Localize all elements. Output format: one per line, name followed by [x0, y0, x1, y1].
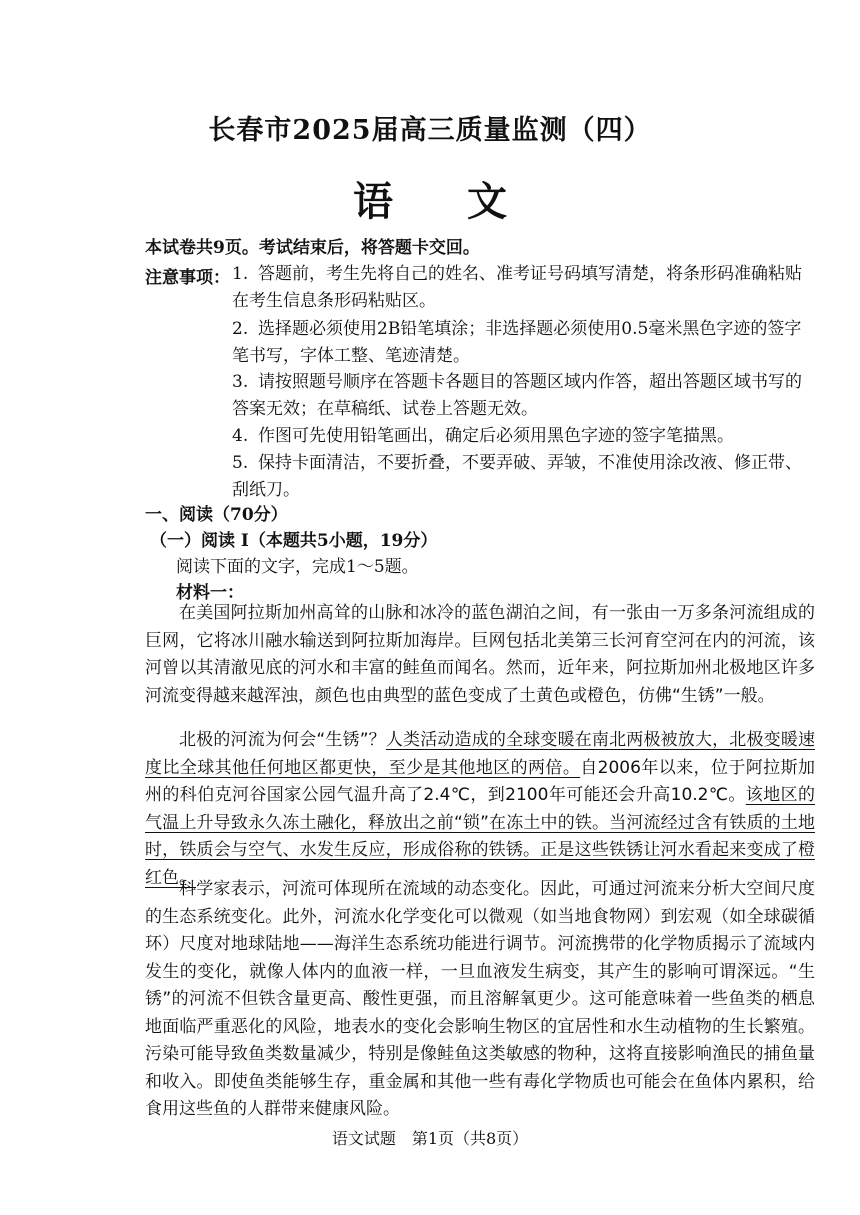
notice-number: 5.: [232, 453, 249, 473]
page-footer: 语文试题 第1页（共8页）: [331, 1129, 529, 1148]
subject-title: 语 文: [353, 178, 537, 225]
notice-text: 请按照题号顺序在答题卡各题目的答题区域内作答，超出答题区域书写的答案无效；在草稿纸、试卷上答题无效。: [232, 372, 802, 419]
notice-item-5: [232, 450, 812, 504]
material-label: 材料一：: [176, 583, 244, 603]
sub-section-heading: （一）阅读 I（本题共5小题，19分）: [150, 531, 438, 551]
paragraph-2: [145, 727, 815, 892]
notice-text: 作图可先使用铅笔画出，确定后必须用黑色字迹的签字笔描黑。: [258, 426, 734, 446]
paragraph-2-question: 北极的河流为何会“生锈”？: [179, 730, 386, 750]
paragraph-1: 在美国阿拉斯加州高耸的山脉和冰冷的蓝色湖泊之间，有一张由一万多条河流组成的巨网，它将冰川融水输送到阿拉斯加海岸。巨网包括北美第三长河育空河在内的河流，该河曾以其清澈见底的河水和丰富的鲑鱼而闻名。然而，近年来，阿拉斯加州北极地区许多河流变得越来越浑浊，颜色也由典型的蓝色变成了土黄色或橙色，仿佛“生锈”一般。: [145, 603, 815, 706]
instruction-text: 阅读下面的文字，完成1～5题。: [176, 557, 419, 577]
notice-text: 选择题必须使用2B铅笔填涂；非选择题必须使用0.5毫米黑色字迹的签字笔书写，字体工整、笔迹清楚。: [232, 319, 802, 366]
notice-item-2: [232, 316, 812, 370]
notice-number: 2.: [232, 319, 249, 339]
notice-number: 1.: [232, 264, 249, 284]
notice-text: 答题前，考生先将自己的姓名、准考证号码填写清楚，将条形码准确粘贴在考生信息条形码粘贴区。: [232, 264, 802, 311]
underlined-sentence: 该地区的气温上升导致永久冻土融化，释放出之前“锁”在冻土中的铁。当河流经过含有铁质的土地时，铁质会与空气、水发生反应，形成俗称的铁锈。正是这些铁锈让河水看起来变成了橙红色。: [145, 785, 816, 888]
notice-label: 注意事项：: [145, 268, 230, 288]
pages-note: 本试卷共9页。考试结束后，将答题卡交回。: [145, 238, 480, 258]
exam-title: 长春市2025届高三质量监测（四）: [208, 115, 652, 146]
notice-number: 4.: [232, 426, 249, 446]
notice-item-4: [232, 423, 812, 450]
paragraph-3: 科学家表示，河流可体现所在流域的动态变化。因此，可通过河流来分析大空间尺度的生态系统变化。此外，河流水化学变化可以微观（如当地食物网）到宏观（如全球碳循环）尺度对地球陆地——海洋生态系统功能进行调节。河流携带的化学物质揭示了流域内发生的变化，就像人体内的血液一样，一旦血液发生病变，其产生的影响可谓深远。“生锈”的河流不但铁含量更高、酸性更强，而且溶解氧更少。这可能意味着一些鱼类的栖息地面临严重恶化的风险，地表水的变化会影响生物区的宜居性和水生动植物的生长繁殖。污染可能导致鱼类数量减少，特别是像鲑鱼这类敏感的物种，这将直接影响渔民的捕鱼量和收入。即使鱼类能够生存，重金属和其他一些有毒化学物质也可能会在鱼体内累积，给食用这些鱼的人群带来健康风险。: [145, 879, 815, 1119]
underlined-sentence: 人类活动造成的全球变暖在南北两极被放大，北极变暖速度比全球其他任何地区都更快，至少是其他地区的两倍。: [145, 730, 815, 778]
notice-item-3: [232, 369, 812, 423]
notice-item-1: [232, 261, 812, 315]
notice-text: 保持卡面清洁，不要折叠，不要弄破、弄皱，不准使用涂改液、修正带、刮纸刀。: [232, 453, 802, 500]
section-heading: 一、阅读（70分）: [145, 505, 288, 525]
paragraph-2-temperature: 自2006年以来，位于阿拉斯加州的科伯克河谷国家公园气温升高了2.4℃，到2100年可能还会升高10.2℃。: [145, 757, 815, 805]
notice-number: 3.: [232, 372, 249, 392]
